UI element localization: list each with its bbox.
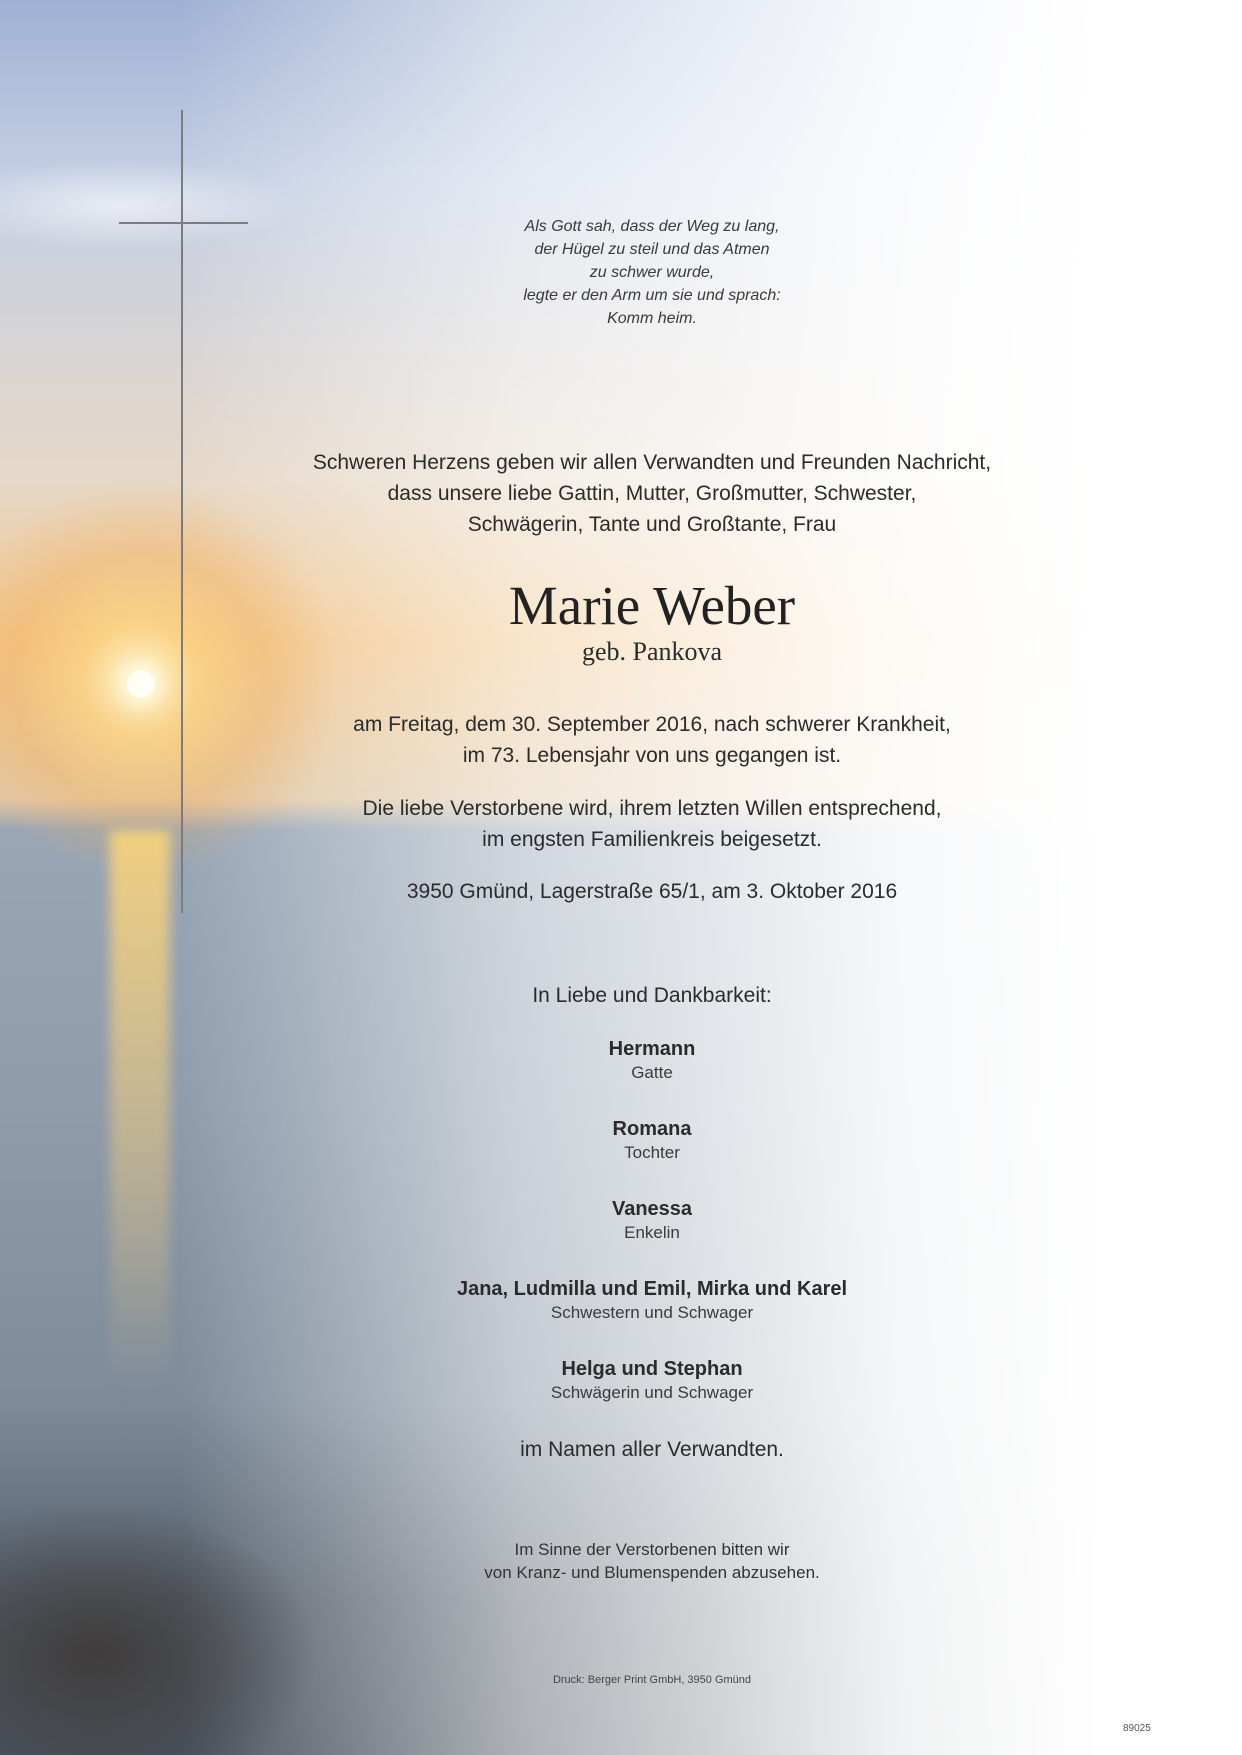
mourner-role: Tochter	[624, 1143, 680, 1162]
sun-reflection	[110, 830, 170, 1390]
mourner-name: Jana, Ludmilla und Emil, Mirka und Karel	[456, 1278, 848, 1300]
request-line: von Kranz- und Blumenspenden abzusehen.	[484, 1563, 820, 1582]
list-item	[252, 1036, 1052, 1116]
list-item	[252, 1196, 1052, 1276]
announcement-intro	[252, 447, 1052, 540]
poem-line: der Hügel zu steil und das Atmen	[534, 241, 770, 258]
mourner-name: Helga und Stephan	[561, 1358, 743, 1380]
list-item	[252, 1116, 1052, 1196]
intro-line: dass unsere liebe Gattin, Mutter, Großmutter, Schwester,	[387, 482, 917, 505]
relatives-phrase: im Namen aller Verwandten.	[520, 1438, 784, 1461]
mourners-list	[252, 1036, 1052, 1436]
mourner-role: Schwestern und Schwager	[550, 1303, 754, 1322]
sun-image	[127, 670, 155, 698]
cross-icon-bar	[119, 222, 248, 224]
place-date: 3950 Gmünd, Lagerstraße 65/1, am 3. Oktober 2016	[406, 880, 898, 903]
burial-line: Die liebe Verstorbene wird, ihrem letzten Willen entsprechend,	[362, 797, 942, 820]
burial-line: im engsten Familienkreis beigesetzt.	[482, 828, 822, 851]
poem-line: zu schwer wurde,	[589, 264, 715, 281]
closing-phrase: In Liebe und Dankbarkeit:	[532, 984, 772, 1007]
mourner-role: Gatte	[631, 1063, 673, 1082]
mourner-name: Vanessa	[611, 1198, 693, 1220]
poem-line: Als Gott sah, dass der Weg zu lang,	[524, 218, 780, 235]
printer-credit: Druck: Berger Print GmbH, 3950 Gmünd	[552, 1674, 752, 1686]
intro-line: Schwägerin, Tante und Großtante, Frau	[467, 513, 837, 536]
burial-details	[252, 793, 1052, 855]
donation-request	[252, 1538, 1052, 1584]
request-line: Im Sinne der Verstorbenen bitten wir	[514, 1540, 790, 1559]
list-item	[252, 1276, 1052, 1356]
deceased-name: Marie Weber	[508, 575, 796, 636]
poem-line: Komm heim.	[607, 310, 697, 327]
cross-icon	[181, 110, 183, 913]
poem-line: legte er den Arm um sie und sprach:	[523, 287, 781, 304]
mourner-role: Schwägerin und Schwager	[550, 1383, 754, 1402]
passing-details	[252, 709, 1052, 771]
poem	[252, 215, 1052, 330]
passing-line: am Freitag, dem 30. September 2016, nach schwerer Krankheit,	[353, 713, 951, 736]
mourner-name: Romana	[612, 1118, 692, 1140]
mourner-role: Enkelin	[624, 1223, 680, 1242]
passing-line: im 73. Lebensjahr von uns gegangen ist.	[462, 744, 842, 767]
document-code: 89025	[1123, 1723, 1151, 1734]
mourner-name: Hermann	[608, 1038, 696, 1060]
maiden-name: geb. Pankova	[581, 637, 723, 666]
list-item	[252, 1356, 1052, 1436]
intro-line: Schweren Herzens geben wir allen Verwandten und Freunden Nachricht,	[312, 451, 992, 474]
